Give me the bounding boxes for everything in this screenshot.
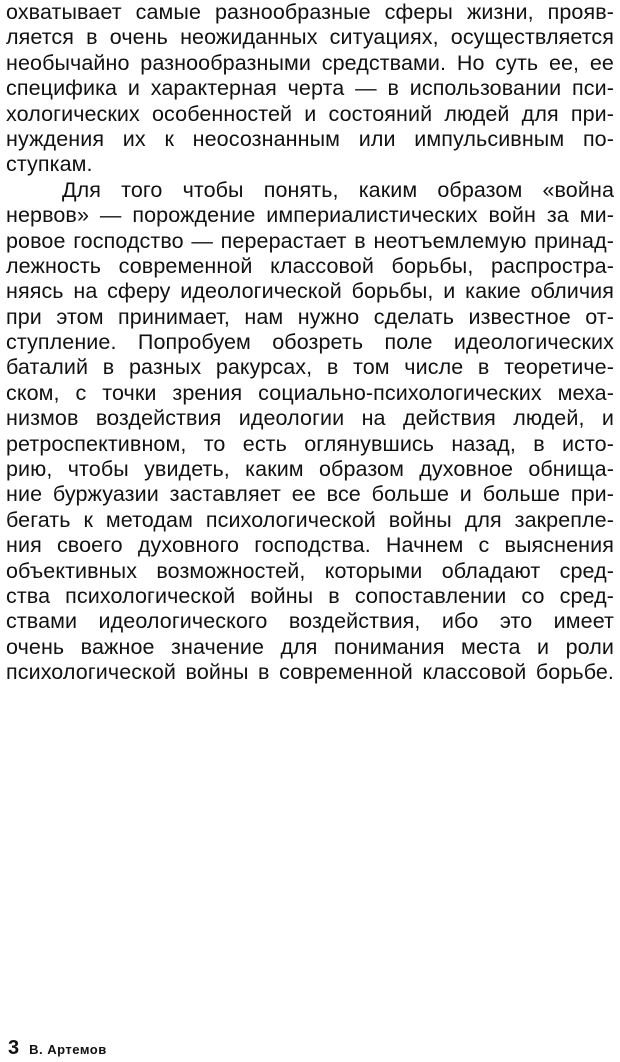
text-line: специфика и характерная черта — в использовании пси- <box>6 76 614 101</box>
text-line: бегать к методам психологической войны для закрепле- <box>6 507 614 532</box>
text-line: ретроспективном, то есть оглянувшись назад, в исто- <box>6 431 614 456</box>
signature-mark: 3 <box>8 1037 20 1059</box>
text-line: ступкам. <box>6 152 93 177</box>
text-line: лежность современной классовой борьбы, распростра- <box>6 253 614 278</box>
text-line: ступление. Попробуем обозреть поле идеологических <box>6 330 614 355</box>
text-line: ства психологической войны в сопоставлении со сред- <box>6 583 614 608</box>
text-line: ляется в очень неожиданных ситуациях, осуществляется <box>6 25 614 50</box>
text-line: ния своего духовного господства. Начнем с выяснения <box>6 533 614 558</box>
text-line: психологической войны в современной классовой борьбе. <box>6 660 614 685</box>
paragraph-start-line: Для того чтобы понять, каким образом «война <box>62 177 614 202</box>
text-line: необычайно разнообразными средствами. Но суть ее, ее <box>6 50 614 75</box>
text-line: нервов» — порождение империалистических войн за ми- <box>6 203 614 228</box>
text-line: баталий в разных ракурсах, в том числе в теоретиче- <box>6 355 614 380</box>
body-text <box>6 0 614 686</box>
text-line: рию, чтобы увидеть, каким образом духовное обнища- <box>6 457 614 482</box>
text-line: низмов воздействия идеологии на действия людей, и <box>6 406 614 431</box>
page-footer <box>8 1036 107 1060</box>
text-line: очень важное значение для понимания места и роли <box>6 634 614 659</box>
text-line: хологических особенностей и состояний людей для при- <box>6 101 614 126</box>
text-line: охватывает самые разнообразные сферы жизни, прояв- <box>6 0 614 24</box>
signature-author: В. Артемов <box>29 1042 107 1057</box>
text-line: нуждения их к неосознанным или импульсивным по- <box>6 126 614 151</box>
text-line: няясь на сферу идеологической борьбы, и какие обличия <box>6 279 614 304</box>
text-line: объективных возможностей, которыми обладают сред- <box>6 558 614 583</box>
text-line: ствами идеологического воздействия, ибо это имеет <box>6 609 614 634</box>
text-line: ском, с точки зрения социально-психологических меха- <box>6 380 614 405</box>
text-line: ние буржуазии заставляет ее все больше и больше при- <box>6 482 614 507</box>
text-line: ровое господство — перерастает в неотъемлемую принад- <box>6 228 614 253</box>
text-line: при этом принимает, нам нужно сделать известное от- <box>6 304 614 329</box>
